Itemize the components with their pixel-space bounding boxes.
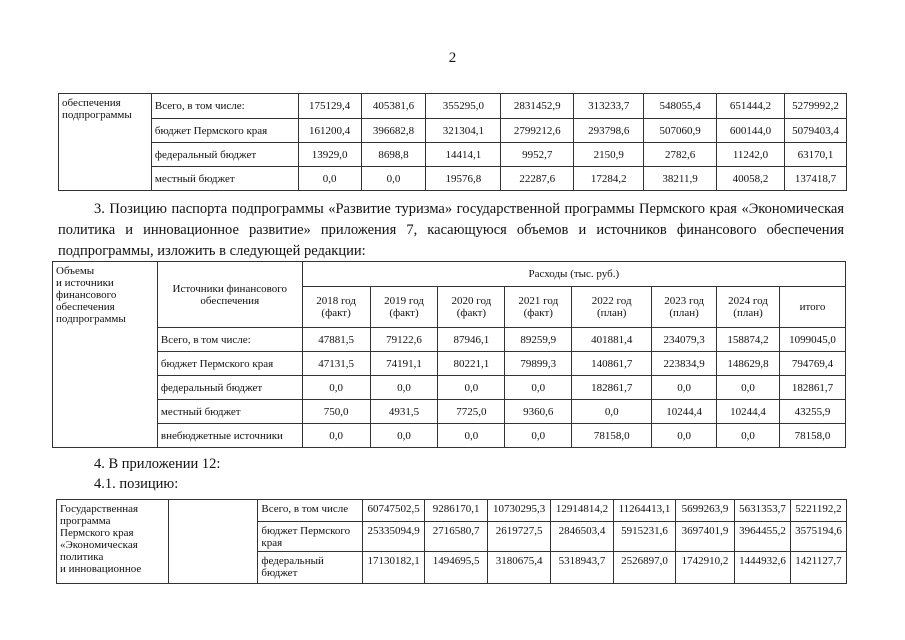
table1-value-cell: 313233,7 bbox=[574, 94, 644, 119]
paragraph-3: 3. Позицию паспорта подпрограммы «Развитие туризма» государственной программы Пермского края «Экономическая политика и инновационное развитие» приложения 7, касающуюся объемов и источников финансового обеспечения подпрограммы, изложить в следующей редакции: bbox=[58, 201, 844, 259]
table1-source-cell: местный бюджет bbox=[151, 167, 298, 191]
table2-value-cell: 79122,6 bbox=[370, 328, 438, 352]
table2-value-cell: 0,0 bbox=[717, 376, 780, 400]
table3-value-cell: 2846503,4 bbox=[551, 522, 614, 552]
funding-table-continuation bbox=[58, 93, 847, 191]
table1-value-cell: 405381,6 bbox=[361, 94, 426, 119]
table1-source-cell: федеральный бюджет bbox=[151, 143, 298, 167]
table1-row bbox=[59, 143, 847, 167]
table2-row bbox=[53, 424, 846, 448]
table3-source-cell: бюджет Пермского края bbox=[258, 522, 363, 552]
table3-value-cell: 3575194,6 bbox=[790, 522, 846, 552]
table3-value-cell: 60747502,5 bbox=[363, 500, 425, 522]
table2-value-cell: 79899,3 bbox=[505, 352, 572, 376]
table3-blank-cell bbox=[168, 500, 258, 584]
table1-value-cell: 396682,8 bbox=[361, 119, 426, 143]
table2-row bbox=[53, 400, 846, 424]
table2-value-cell: 47881,5 bbox=[302, 328, 370, 352]
table3-value-cell: 11264413,1 bbox=[614, 500, 676, 522]
table1-row bbox=[59, 167, 847, 191]
table2-value-cell: 7725,0 bbox=[438, 400, 505, 424]
table3-value-cell: 5221192,2 bbox=[790, 500, 846, 522]
table2-value-cell: 750,0 bbox=[302, 400, 370, 424]
table3-value-cell: 5915231,6 bbox=[614, 522, 676, 552]
table2-value-cell: 89259,9 bbox=[505, 328, 572, 352]
table2-row bbox=[53, 328, 846, 352]
table2-value-cell: 0,0 bbox=[438, 376, 505, 400]
table1-value-cell: 548055,4 bbox=[644, 94, 717, 119]
table2-value-cell: 158874,2 bbox=[717, 328, 780, 352]
table1-value-cell: 0,0 bbox=[361, 167, 426, 191]
table1-value-cell: 17284,2 bbox=[574, 167, 644, 191]
table1-value-cell: 9952,7 bbox=[501, 143, 574, 167]
page-number: 2 bbox=[448, 50, 457, 66]
table2-value-cell: 0,0 bbox=[652, 376, 717, 400]
table1-value-cell: 2799212,6 bbox=[501, 119, 574, 143]
expenses-header: Расходы (тыс. руб.) bbox=[302, 262, 845, 287]
table1-value-cell: 293798,6 bbox=[574, 119, 644, 143]
table1-value-cell: 651444,2 bbox=[717, 94, 785, 119]
table2-value-cell: 182861,7 bbox=[780, 376, 846, 400]
table2-value-cell: 80221,1 bbox=[438, 352, 505, 376]
table1-value-cell: 22287,6 bbox=[501, 167, 574, 191]
table3-value-cell: 3697401,9 bbox=[676, 522, 735, 552]
table2-value-cell: 0,0 bbox=[302, 376, 370, 400]
table3-value-cell: 2526897,0 bbox=[614, 552, 676, 584]
table2-value-cell: 794769,4 bbox=[780, 352, 846, 376]
table1-value-cell: 5079403,4 bbox=[784, 119, 846, 143]
table2-value-cell: 78158,0 bbox=[572, 424, 652, 448]
table1-value-cell: 321304,1 bbox=[426, 119, 501, 143]
table1-value-cell: 0,0 bbox=[298, 167, 361, 191]
table1-source-cell: бюджет Пермского края bbox=[151, 119, 298, 143]
table2-value-cell: 78158,0 bbox=[780, 424, 846, 448]
table3-value-cell: 5631353,7 bbox=[734, 500, 790, 522]
table2-row bbox=[53, 376, 846, 400]
table2-value-cell: 0,0 bbox=[438, 424, 505, 448]
table3-row-label: Государственная программа Пермского края «Экономическая политика и инновационное bbox=[57, 500, 169, 584]
table1-source-cell: Всего, в том числе: bbox=[151, 94, 298, 119]
table2-value-cell: 10244,4 bbox=[717, 400, 780, 424]
table2-row bbox=[53, 352, 846, 376]
year-header-cell: итого bbox=[780, 287, 846, 328]
table2-value-cell: 234079,3 bbox=[652, 328, 717, 352]
table1-value-cell: 175129,4 bbox=[298, 94, 361, 119]
table3-value-cell: 1421127,7 bbox=[790, 552, 846, 584]
year-header-cell: 2023 год (план) bbox=[652, 287, 717, 328]
table2-row-label: Объемы и источники финансового обеспечения подпрограммы bbox=[53, 262, 158, 448]
table1-value-cell: 2150,9 bbox=[574, 143, 644, 167]
item-4-1: 4.1. позицию: bbox=[94, 476, 179, 492]
table2-value-cell: 140861,7 bbox=[572, 352, 652, 376]
table1-value-cell: 600144,0 bbox=[717, 119, 785, 143]
year-header-cell: 2021 год (факт) bbox=[505, 287, 572, 328]
table2-source-cell: федеральный бюджет bbox=[157, 376, 302, 400]
table3-value-cell: 17130182,1 bbox=[363, 552, 425, 584]
table2-value-cell: 4931,5 bbox=[370, 400, 438, 424]
table3-source-cell: федеральный бюджет bbox=[258, 552, 363, 584]
table1-value-cell: 38211,9 bbox=[644, 167, 717, 191]
table3-value-cell: 3964455,2 bbox=[734, 522, 790, 552]
table3-source-cell: Всего, в том числе bbox=[258, 500, 363, 522]
table2-value-cell: 0,0 bbox=[717, 424, 780, 448]
table1-value-cell: 13929,0 bbox=[298, 143, 361, 167]
table1-row-label: обеспечения подпрограммы bbox=[59, 94, 152, 191]
table1-value-cell: 19576,8 bbox=[426, 167, 501, 191]
table3-value-cell: 2716580,7 bbox=[425, 522, 488, 552]
table2-value-cell: 401881,4 bbox=[572, 328, 652, 352]
table1-value-cell: 355295,0 bbox=[426, 94, 501, 119]
year-header-cell: 2018 год (факт) bbox=[302, 287, 370, 328]
table2-value-cell: 182861,7 bbox=[572, 376, 652, 400]
table3-value-cell: 2619727,5 bbox=[488, 522, 551, 552]
table1-value-cell: 161200,4 bbox=[298, 119, 361, 143]
table2-value-cell: 87946,1 bbox=[438, 328, 505, 352]
state-program-table bbox=[56, 499, 847, 584]
table3-value-cell: 1444932,6 bbox=[734, 552, 790, 584]
table2-value-cell: 9360,6 bbox=[505, 400, 572, 424]
table2-source-cell: внебюджетные источники bbox=[157, 424, 302, 448]
table2-value-cell: 148629,8 bbox=[717, 352, 780, 376]
table1-value-cell: 11242,0 bbox=[717, 143, 785, 167]
table1-value-cell: 2782,6 bbox=[644, 143, 717, 167]
table2-value-cell: 43255,9 bbox=[780, 400, 846, 424]
table1-row bbox=[59, 94, 847, 119]
item-4: 4. В приложении 12: bbox=[94, 456, 221, 472]
table3-value-cell: 3180675,4 bbox=[488, 552, 551, 584]
table2-value-cell: 0,0 bbox=[505, 424, 572, 448]
table3-row bbox=[57, 500, 847, 522]
table1-value-cell: 507060,9 bbox=[644, 119, 717, 143]
table2-value-cell: 0,0 bbox=[370, 376, 438, 400]
table2-value-cell: 0,0 bbox=[652, 424, 717, 448]
table3-value-cell: 1494695,5 bbox=[425, 552, 488, 584]
table1-row bbox=[59, 119, 847, 143]
table2-source-cell: бюджет Пермского края bbox=[157, 352, 302, 376]
table2-value-cell: 47131,5 bbox=[302, 352, 370, 376]
year-header-cell: 2019 год (факт) bbox=[370, 287, 438, 328]
table2-value-cell: 1099045,0 bbox=[780, 328, 846, 352]
year-header-cell: 2020 год (факт) bbox=[438, 287, 505, 328]
table2-value-cell: 0,0 bbox=[505, 376, 572, 400]
table1-value-cell: 63170,1 bbox=[784, 143, 846, 167]
table3-value-cell: 25335094,9 bbox=[363, 522, 425, 552]
table3-value-cell: 9286170,1 bbox=[425, 500, 488, 522]
table2-value-cell: 74191,1 bbox=[370, 352, 438, 376]
table2-value-cell: 0,0 bbox=[370, 424, 438, 448]
sources-header: Источники финансового обеспечения bbox=[157, 262, 302, 328]
table1-value-cell: 5279992,2 bbox=[784, 94, 846, 119]
table1-value-cell: 40058,2 bbox=[717, 167, 785, 191]
year-header-cell: 2022 год (план) bbox=[572, 287, 652, 328]
year-header-cell: 2024 год (план) bbox=[717, 287, 780, 328]
table2-value-cell: 223834,9 bbox=[652, 352, 717, 376]
table2-value-cell: 10244,4 bbox=[652, 400, 717, 424]
table3-value-cell: 10730295,3 bbox=[488, 500, 551, 522]
table1-value-cell: 2831452,9 bbox=[501, 94, 574, 119]
table2-source-cell: местный бюджет bbox=[157, 400, 302, 424]
table2-value-cell: 0,0 bbox=[302, 424, 370, 448]
table3-value-cell: 5318943,7 bbox=[551, 552, 614, 584]
table2-source-cell: Всего, в том числе: bbox=[157, 328, 302, 352]
table2-value-cell: 0,0 bbox=[572, 400, 652, 424]
table1-value-cell: 14414,1 bbox=[426, 143, 501, 167]
tourism-funding-table bbox=[52, 261, 846, 448]
table3-value-cell: 5699263,9 bbox=[676, 500, 735, 522]
table3-value-cell: 12914814,2 bbox=[551, 500, 614, 522]
table3-value-cell: 1742910,2 bbox=[676, 552, 735, 584]
table1-value-cell: 137418,7 bbox=[784, 167, 846, 191]
table1-value-cell: 8698,8 bbox=[361, 143, 426, 167]
